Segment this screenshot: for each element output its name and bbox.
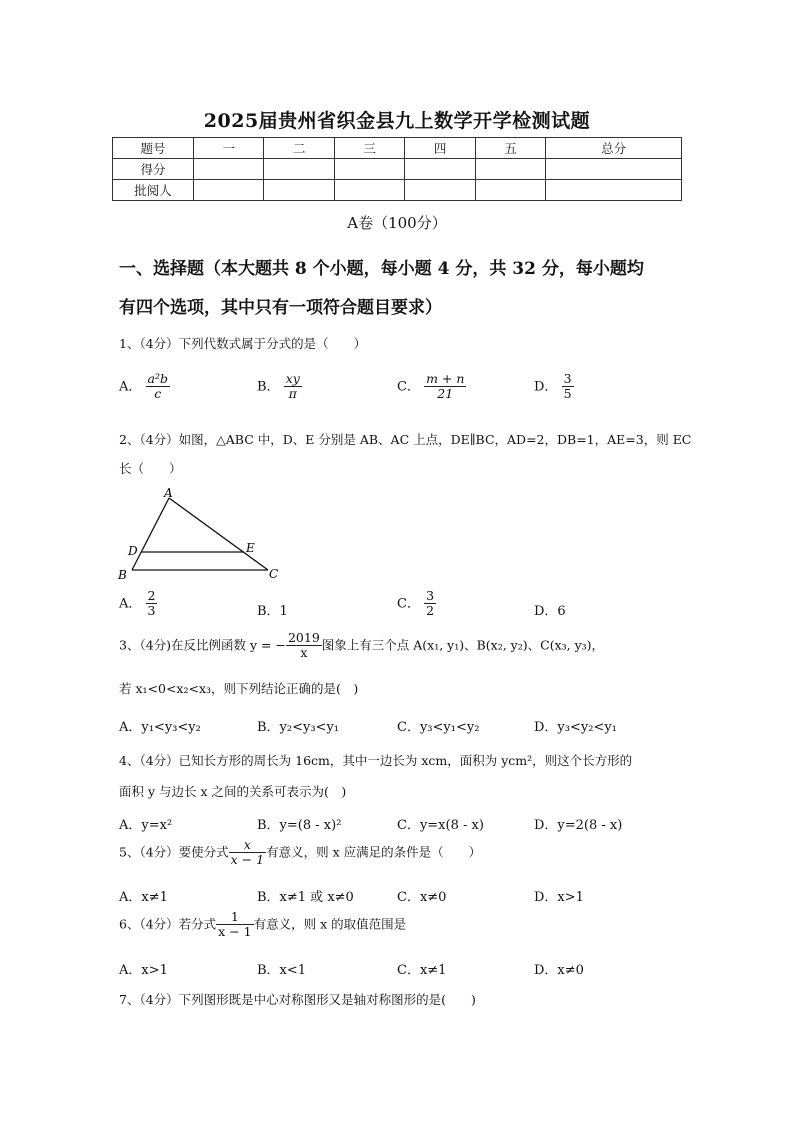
q2-option-d[interactable]: D．6 bbox=[534, 604, 566, 619]
q4-option-c[interactable]: C．y=x(8 - x) bbox=[397, 818, 484, 833]
q4-option-a[interactable]: A．y=x² bbox=[119, 818, 173, 833]
score-table-header-row bbox=[113, 138, 682, 159]
vertex-label-a: A bbox=[164, 486, 173, 500]
score-table-row bbox=[113, 180, 682, 201]
q1-option-b[interactable] bbox=[257, 372, 302, 402]
question-2-stem-line1: 2、（4分）如图，△ABC 中，D、E 分别是 AB、AC 上点，DE∥BC，AD=2，DB=1，AE=3，则 EC bbox=[119, 432, 692, 447]
question-6-stem bbox=[119, 910, 406, 940]
side-ac bbox=[169, 498, 268, 570]
q6-option-c[interactable]: C．x≠1 bbox=[397, 963, 447, 978]
option-label: B． bbox=[257, 379, 280, 395]
option-fraction: $\frac{m + n}{21}$ bbox=[426, 371, 465, 402]
q5-option-d[interactable]: D．x>1 bbox=[534, 890, 584, 905]
volume-heading: A卷（100分） bbox=[347, 214, 447, 232]
question-2-stem-line2: 长（ ） bbox=[119, 461, 182, 476]
q3-option-a[interactable]: A．y₁<y₃<y₂ bbox=[119, 720, 201, 735]
q3-option-b[interactable]: B．y₂<y₃<y₁ bbox=[257, 720, 340, 735]
option-label: C． bbox=[397, 379, 420, 395]
vertex-label-c: C bbox=[269, 567, 279, 581]
score-row-label: 得分 bbox=[113, 159, 194, 180]
option-label: C． bbox=[397, 596, 420, 612]
score-header-cell: 一 bbox=[194, 138, 264, 159]
q3-stem-pre: 3、（4分)在反比例函数 y = − bbox=[119, 637, 286, 653]
side-ab bbox=[132, 498, 169, 570]
question-5-stem bbox=[119, 838, 481, 868]
score-header-cell: 题号 bbox=[113, 138, 194, 159]
q1-option-a[interactable] bbox=[119, 372, 170, 402]
section-heading-line2: 有四个选项，其中只有一项符合题目要求） bbox=[119, 298, 442, 318]
score-row-label: 批阅人 bbox=[113, 180, 194, 201]
q5-option-b[interactable]: B．x≠1 或 x≠0 bbox=[257, 890, 354, 905]
score-cell[interactable] bbox=[475, 180, 545, 201]
option-fraction: $\frac{\text{a²b}}{c}$ bbox=[147, 371, 168, 402]
q3-fraction: $\frac{2019}{x}$ bbox=[287, 630, 320, 661]
q1-option-c[interactable] bbox=[397, 372, 466, 402]
score-cell[interactable] bbox=[194, 180, 264, 201]
score-table bbox=[112, 137, 682, 201]
vertex-label-b: B bbox=[118, 568, 127, 582]
question-3-stem-line1 bbox=[119, 631, 604, 661]
score-header-cell: 三 bbox=[334, 138, 404, 159]
q6-stem-post: 有意义，则 x 的取值范围是 bbox=[253, 916, 407, 932]
score-cell[interactable] bbox=[405, 159, 475, 180]
score-cell[interactable] bbox=[264, 159, 334, 180]
q3-option-c[interactable]: C．y₃<y₁<y₂ bbox=[397, 720, 480, 735]
q4-option-b[interactable]: B．y=(8 - x)² bbox=[257, 818, 342, 833]
q2-option-a[interactable] bbox=[119, 589, 157, 619]
q6-option-d[interactable]: D．x≠0 bbox=[534, 963, 584, 978]
q6-stem-pre: 6、（4分）若分式 bbox=[119, 916, 217, 932]
q4-option-d[interactable]: D．y=2(8 - x) bbox=[534, 818, 623, 833]
score-cell[interactable] bbox=[264, 180, 334, 201]
option-fraction: $\frac{3}{5}$ bbox=[563, 371, 572, 402]
score-header-cell: 总分 bbox=[546, 138, 682, 159]
vertex-label-e: E bbox=[246, 541, 255, 555]
q6-option-a[interactable]: A．x>1 bbox=[119, 963, 168, 978]
option-label: D． bbox=[534, 379, 558, 395]
q3-option-d[interactable]: D．y₃<y₂<y₁ bbox=[534, 720, 617, 735]
page-title: 2025届贵州省织金县九上数学开学检测试题 bbox=[203, 110, 591, 132]
q3-stem-post: 图象上有三个点 A(x₁, y₁)、B(x₂, y₂)、C(x₃, y₃)， bbox=[321, 637, 605, 653]
score-header-cell: 二 bbox=[264, 138, 334, 159]
question-3-stem-line2: 若 x₁<0<x₂<x₃，则下列结论正确的是( ) bbox=[119, 681, 359, 696]
q6-option-b[interactable]: B．x<1 bbox=[257, 963, 307, 978]
score-cell[interactable] bbox=[334, 180, 404, 201]
q5-option-a[interactable]: A．x≠1 bbox=[119, 890, 168, 905]
score-header-cell: 四 bbox=[405, 138, 475, 159]
question-1-stem: 1、（4分）下列代数式属于分式的是（ ） bbox=[119, 336, 367, 351]
option-fraction: $\frac{xy}{\pi}$ bbox=[285, 371, 300, 402]
question-4-stem-line1: 4、（4分）已知长方形的周长为 16cm，其中一边长为 xcm，面积为 ycm²，则这个长方形的 bbox=[119, 753, 633, 768]
score-cell[interactable] bbox=[334, 159, 404, 180]
question-4-stem-line2: 面积 y 与边长 x 之间的关系可表示为( ) bbox=[119, 784, 347, 799]
q5-stem-pre: 5、（4分）要使分式 bbox=[119, 844, 229, 860]
score-cell[interactable] bbox=[546, 180, 682, 201]
q5-stem-post: 有意义，则 x 应满足的条件是（ ） bbox=[266, 844, 482, 860]
score-cell[interactable] bbox=[475, 159, 545, 180]
option-label: A． bbox=[119, 596, 142, 612]
option-label: A． bbox=[119, 379, 142, 395]
question-7-stem: 7、（4分）下列图形既是中心对称图形又是轴对称图形的是( ) bbox=[119, 992, 476, 1007]
q5-option-c[interactable]: C．x≠0 bbox=[397, 890, 447, 905]
q2-option-b[interactable]: B．1 bbox=[257, 604, 288, 619]
q5-fraction: $\frac{x}{x - 1}$ bbox=[230, 837, 265, 868]
vertex-label-d: D bbox=[128, 544, 138, 558]
q2-option-c[interactable] bbox=[397, 589, 436, 619]
score-cell[interactable] bbox=[546, 159, 682, 180]
q6-fraction: $\frac{1}{x - 1}$ bbox=[218, 909, 252, 940]
option-fraction: $\frac{3}{2}$ bbox=[426, 588, 435, 619]
score-table-row bbox=[113, 159, 682, 180]
section-heading-line1: 一、选择题（本大题共 8 个小题，每小题 4 分，共 32 分，每小题均 bbox=[119, 259, 644, 279]
score-cell[interactable] bbox=[194, 159, 264, 180]
score-cell[interactable] bbox=[405, 180, 475, 201]
score-header-cell: 五 bbox=[475, 138, 545, 159]
q1-option-d[interactable] bbox=[534, 372, 574, 402]
option-fraction: $\frac{2}{3}$ bbox=[147, 588, 156, 619]
triangle-figure bbox=[116, 484, 286, 582]
